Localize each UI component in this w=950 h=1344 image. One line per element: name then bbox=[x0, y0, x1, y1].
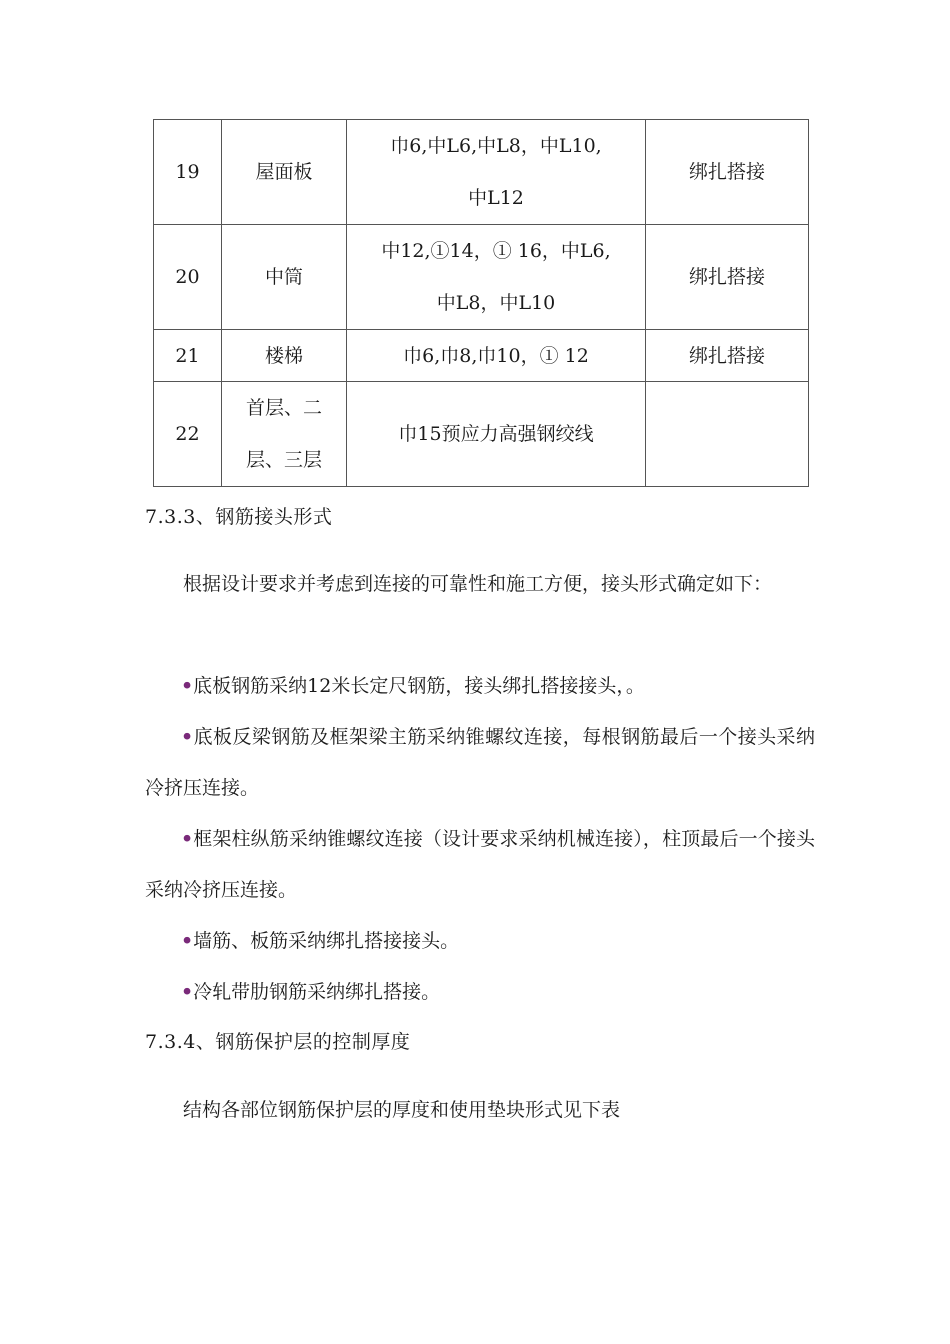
row-connection: 绑扎搭接 bbox=[646, 330, 809, 382]
part-line-2: 层、三层 bbox=[245, 449, 322, 471]
spec-line-1: 巾6,中L6,中L8，中L10, bbox=[390, 135, 602, 157]
list-item bbox=[145, 967, 815, 1018]
row-connection: 绑扎搭接 bbox=[646, 120, 809, 225]
row-spec bbox=[347, 120, 646, 225]
section-heading-733: 7.3.3、钢筋接头形式 bbox=[145, 506, 333, 528]
spec-line-2: 中L12 bbox=[468, 187, 524, 209]
section-intro-734: 结构各部位钢筋保护层的厚度和使用垫块形式见下表 bbox=[183, 1099, 621, 1121]
bullet-icon: • bbox=[181, 675, 194, 697]
spec-line-1: 中12,①14，① 16，中L6, bbox=[381, 240, 611, 262]
row-number: 19 bbox=[154, 120, 222, 225]
list-item bbox=[145, 814, 815, 916]
list-item-text: 冷轧带肋钢筋采纳绑扎搭接。 bbox=[193, 981, 441, 1003]
table-row bbox=[154, 382, 809, 487]
row-spec bbox=[347, 225, 646, 330]
row-part: 中筒 bbox=[222, 225, 347, 330]
row-spec: 巾15预应力高强钢绞线 bbox=[347, 382, 646, 487]
list-item-text: 底板钢筋采纳12米长定尺钢筋，接头绑扎搭接接头，。 bbox=[193, 675, 645, 697]
list-item bbox=[145, 916, 815, 967]
part-line-1: 首层、二 bbox=[245, 397, 322, 419]
table-row bbox=[154, 330, 809, 382]
table-row bbox=[154, 225, 809, 330]
bullet-icon: • bbox=[181, 930, 194, 952]
section-intro-733: 根据设计要求并考虑到连接的可靠性和施工方便，接头形式确定如下： bbox=[183, 573, 773, 595]
list-item bbox=[145, 661, 815, 712]
row-number: 22 bbox=[154, 382, 222, 487]
row-connection bbox=[646, 382, 809, 487]
list-item-text: 底板反梁钢筋及框架梁主筋采纳锥螺纹连接，每根钢筋最后一个接头采纳冷挤压连接。 bbox=[145, 726, 815, 799]
row-part: 楼梯 bbox=[222, 330, 347, 382]
row-part: 屋面板 bbox=[222, 120, 347, 225]
row-number: 20 bbox=[154, 225, 222, 330]
row-number: 21 bbox=[154, 330, 222, 382]
row-spec: 巾6,巾8,巾10，① 12 bbox=[347, 330, 646, 382]
table-row bbox=[154, 120, 809, 225]
rebar-connection-table bbox=[153, 119, 809, 487]
bullet-icon: • bbox=[181, 828, 194, 850]
row-part bbox=[222, 382, 347, 487]
list-item-text: 墙筋、板筋采纳绑扎搭接接头。 bbox=[193, 930, 460, 952]
row-connection: 绑扎搭接 bbox=[646, 225, 809, 330]
spec-line-2: 中L8，中L10 bbox=[436, 292, 556, 314]
bullet-icon: • bbox=[181, 726, 194, 748]
list-item bbox=[145, 712, 815, 814]
section-heading-734: 7.3.4、钢筋保护层的控制厚度 bbox=[145, 1031, 411, 1053]
list-item-text: 框架柱纵筋采纳锥螺纹连接（设计要求采纳机械连接），柱顶最后一个接头采纳冷挤压连接。 bbox=[145, 828, 815, 901]
bullet-icon: • bbox=[181, 981, 194, 1003]
